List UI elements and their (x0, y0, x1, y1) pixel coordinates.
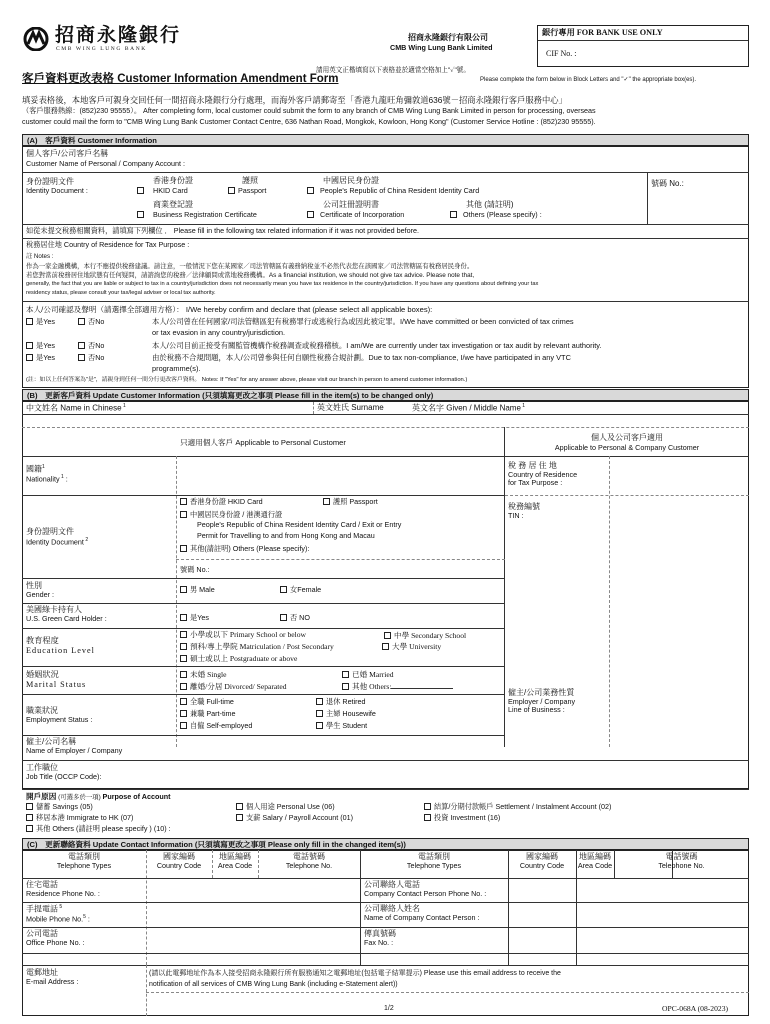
green-card-label: 美國綠卡持有人 U.S. Green Card Holder : (26, 605, 107, 623)
female-checkbox[interactable] (280, 586, 287, 593)
q2-no[interactable]: 否No (78, 342, 104, 351)
green-yes-option[interactable]: 是Yes (180, 614, 209, 623)
email-note-2: notification of all services of CMB Wing Lung Bank (including e-Statement alert)) (149, 981, 398, 988)
purpose-others-option[interactable]: 其他 Others (請註明 please specify ) (10) : (26, 825, 171, 834)
purpose-immigrate-checkbox[interactable] (26, 814, 33, 821)
purpose-immigrate-option[interactable]: 移居本港 Immigrate to HK (07) (26, 814, 133, 823)
student-option[interactable]: 學生 Student (316, 722, 367, 731)
cc-header: 國家編碼 Country Code (156, 852, 202, 870)
id-doc-cn: 身份證明文件 (26, 177, 74, 186)
ac-header: 地區編碼 Area Code (217, 852, 253, 870)
purpose-salary-checkbox[interactable] (236, 814, 243, 821)
q1-no-checkbox[interactable] (78, 318, 85, 325)
br-option[interactable]: Business Registration Certificate (137, 211, 257, 220)
q1-no[interactable]: 否No (78, 318, 104, 327)
email-field[interactable]: 電郵地址 E-mail Address : (26, 968, 79, 986)
notes-label: 註 Notes : (26, 253, 54, 260)
declaration-text: 本人/公司確認及聲明（請選擇全部適用方格）： I/We hereby confirm and declare that (please select all applicable boxes): (26, 305, 433, 314)
mainland-option[interactable]: 中國居民身份證 / 港澳通行證 (180, 511, 282, 520)
block-letters-note-en: Please complete the form below in Block Letters and "✓" the appropriate box(es). (480, 77, 697, 83)
education-label: 教育程度 Education Level (26, 636, 95, 655)
purpose-settlement-option[interactable]: 結算/分期付款帳戶 Settlement / Instalment Account (02) (424, 803, 611, 812)
others-option[interactable]: Others (Please specify) : (450, 211, 542, 220)
q3-no[interactable]: 否No (78, 354, 104, 363)
selfemployed-option[interactable]: 自僱 Self-employed (180, 722, 252, 731)
edu-primary-option[interactable]: 小學或以下 Primary School or below (180, 630, 306, 639)
fulltime-checkbox[interactable] (180, 698, 187, 705)
both-header-cn: 個人及公司客戶適用 (591, 433, 663, 442)
edu-postgrad-checkbox[interactable] (180, 655, 187, 662)
others-cn: 其他 (請註明) (466, 200, 514, 209)
cif-label[interactable]: CIF No. : (546, 49, 577, 58)
edu-matric-checkbox[interactable] (180, 643, 187, 650)
id-doc-en: Identity Document : (26, 186, 88, 195)
hkid-option[interactable]: HKID Card (137, 187, 188, 196)
others-checkbox[interactable] (450, 211, 457, 218)
residence-phone-field[interactable]: 住宅電話 Residence Phone No. : (26, 880, 100, 898)
tax-residence-label: 稅 務 居 住 地 Country of Residence for Tax Purpose : (508, 461, 578, 488)
q2-yes-checkbox[interactable] (26, 342, 33, 349)
marital-others-checkbox[interactable] (342, 683, 349, 690)
passport-option[interactable]: Passport (228, 187, 266, 196)
tin-field[interactable]: 稅務編號 TIN : (508, 502, 540, 520)
fax-field[interactable]: 傳真號碼 Fax No. : (364, 929, 396, 947)
bank-logo (23, 26, 223, 56)
id-number-field[interactable]: 號碼 No.: (651, 179, 684, 188)
tax-note-1: 作為一家金融機構，本行不應提供稅務建議。請注意，一般情況下您在某國家／司法管轄區有義務納稅並不必然代表您在該國家／司法管轄區有稅務居民身份。 (26, 263, 474, 270)
retired-option[interactable]: 退休 Retired (316, 698, 366, 707)
cc-header-2: 國家編碼 Country Code (519, 852, 565, 870)
q3-text: 由於稅務不合規問題，本人/公司曾參與任何自願性稅務合規計劃。Due to tax non-compliance, I/we have participated in any VTC (152, 353, 571, 362)
married-checkbox[interactable] (342, 671, 349, 678)
block-letters-note-cn: 請用英文正楷填寫以下表格並於適當空格加上"✓"號。 (316, 67, 470, 74)
selfemployed-checkbox[interactable] (180, 722, 187, 729)
edu-secondary-option[interactable]: 中學 Secondary School (384, 631, 466, 640)
q1-yes-checkbox[interactable] (26, 318, 33, 325)
hkid-b-checkbox[interactable] (180, 498, 187, 505)
customer-name-field[interactable]: Customer Name of Personal / Company Account : (26, 159, 185, 168)
ph-type-header-2: 電話類別 Telephone Types (406, 852, 462, 870)
coi-cn: 公司註冊證明書 (323, 200, 379, 209)
contact-person-phone-field[interactable]: 公司聯絡人電話 Company Contact Person Phone No. : (364, 880, 487, 898)
green-no-option[interactable]: 否 NO (280, 614, 310, 623)
passport-checkbox[interactable] (228, 187, 235, 194)
q1-text-2: or tax evasion in any country/jurisdiction. (152, 328, 286, 337)
prc-cn: 中國居民身份證 (323, 176, 379, 185)
purpose-investment-option[interactable]: 投資 Investment (16) (424, 814, 500, 823)
section-b-header: (B) 更新客戶資料 Update Customer Information (只須填寫更改之事項 Please fill in the item(s) to be changed only) (22, 389, 749, 401)
email-note-1: (請以此電郵地址作為本人接受招商永隆銀行所有服務通知之電郵地址(包括電子結單提示) Please use this email address to receive the (149, 970, 561, 977)
edu-university-checkbox[interactable] (382, 643, 389, 650)
green-no-checkbox[interactable] (280, 614, 287, 621)
purpose-savings-option[interactable]: 儲蓄 Savings (05) (26, 803, 93, 812)
tax-country-field[interactable]: 稅務居住地 Country of Residence for Tax Purpose : (26, 240, 190, 249)
tax-info-note: 如從未提交稅務相關資料，請填寫下列欄位 ． Please fill in the following tax related information if it was not provided before. (26, 226, 420, 235)
bank-use-box (537, 25, 749, 67)
bank-logo-icon (23, 27, 49, 51)
ph-type-header: 電話類別 Telephone Types (56, 852, 112, 870)
q3-yes[interactable]: 是Yes (26, 354, 55, 363)
student-checkbox[interactable] (316, 722, 323, 729)
customer-name-cn: 個人客戶/公司客戶名稱 (26, 149, 109, 158)
tax-note-2: 若您對當前稅務居住地狀態有任何疑問，請諮詢您的稅務／法律顧問或當地稅務機構。As a financial institution, we should not give tax advice. Please note that, (26, 272, 475, 279)
surname-field[interactable]: 英文姓氏 Surname (317, 403, 384, 412)
tax-note-4: residency status, please consult your tax/legal adviser or local tax authority. (26, 290, 216, 296)
employment-label: 職業狀況 Employment Status : (26, 706, 93, 724)
form-code-visible: OPC-068A (08-2023) (662, 1004, 729, 1013)
housewife-checkbox[interactable] (316, 710, 323, 717)
prc-option[interactable]: People's Republic of China Resident Identity Card (307, 187, 479, 196)
parttime-checkbox[interactable] (180, 710, 187, 717)
hkid-checkbox[interactable] (137, 187, 144, 194)
passport-b-option[interactable]: 護照 Passport (323, 498, 378, 507)
q1-text: 本人/公司曾在任何國家/司法管轄區犯有稅務罪行或逃稅行為或因此被定罪。I/We have committed or been convicted of tax crimes (152, 317, 574, 326)
purpose-personal-option[interactable]: 個人用途 Personal Use (06) (236, 803, 335, 812)
edu-secondary-checkbox[interactable] (384, 632, 391, 639)
q2-text: 本人/公司目前正接受有關監管機構作稅務調查或稅務稽核。I am/We are currently under tax investigation or tax audit by relevant authority. (152, 341, 602, 350)
passport-cn: 護照 (242, 176, 258, 185)
office-phone-field[interactable]: 公司電話 Office Phone No. : (26, 929, 85, 947)
purpose-investment-checkbox[interactable] (424, 814, 431, 821)
passport-b-checkbox[interactable] (323, 498, 330, 505)
employer-name-field[interactable]: 僱主/公司名稱 Name of Employer / Company (26, 737, 123, 755)
mobile-phone-field[interactable]: 手提電話 $^5$ Mobile Phone No.$^5$ : (26, 904, 90, 924)
purpose-salary-option[interactable]: 支薪 Salary / Payroll Account (01) (236, 814, 353, 823)
bank-name-en: CMB WING LUNG BANK (56, 46, 147, 52)
female-option[interactable]: 女Female (280, 586, 321, 595)
page-number-visible: 1/2 (384, 1005, 394, 1012)
retired-checkbox[interactable] (316, 698, 323, 705)
prc-checkbox[interactable] (307, 187, 314, 194)
purpose-settlement-checkbox[interactable] (424, 803, 431, 810)
parttime-option[interactable]: 兼職 Part-time (180, 710, 236, 719)
nationality-field[interactable]: 國籍$^1$ Nationality $^1$ : (26, 464, 68, 484)
purpose-title: 開戶原因 (可選多於一項) Purpose of Account (26, 792, 171, 801)
married-option[interactable]: 已婚 Married (342, 670, 394, 679)
q2-no-checkbox[interactable] (78, 342, 85, 349)
q3-yes-checkbox[interactable] (26, 354, 33, 361)
purpose-others-checkbox[interactable] (26, 825, 33, 832)
single-option[interactable]: 未婚 Single (180, 670, 227, 679)
both-header-en: Applicable to Personal & Company Customer (554, 443, 700, 452)
fulltime-option[interactable]: 全職 Full-time (180, 698, 234, 707)
tn-header-2: 電話號碼 Telephone No. (658, 852, 705, 870)
single-checkbox[interactable] (180, 671, 187, 678)
edu-postgrad-option[interactable]: 碩士或以上 Postgraduate or above (180, 654, 297, 663)
form-title: 客戶資料更改表格 Customer Information Amendment Form (22, 73, 339, 85)
male-checkbox[interactable] (180, 586, 187, 593)
coi-option[interactable]: Certificate of Incorporation (307, 211, 404, 220)
housewife-option[interactable]: 主婦 Housewife (316, 710, 376, 719)
coi-checkbox[interactable] (307, 211, 314, 218)
business-line-field[interactable]: 僱主/公司業務性質 Employer / Company Line of Business : (508, 688, 576, 715)
mainland-en-2: Permit for Travelling to and from Hong Kong and Macau (197, 531, 375, 540)
edu-university-option[interactable]: 大學 University (382, 642, 441, 651)
id-number-b-field[interactable]: 號碼 No.: (180, 565, 210, 574)
purpose-savings-checkbox[interactable] (26, 803, 33, 810)
divorced-checkbox[interactable] (180, 683, 187, 690)
mainland-en-1: People's Republic of China Resident Identity Card / Exit or Entry (197, 520, 402, 529)
company-name-cn: 招商永隆銀行有限公司 (408, 33, 488, 42)
hkid-cn: 香港身份證 (153, 176, 193, 185)
br-checkbox[interactable] (137, 211, 144, 218)
bank-name-cn: 招商永隆銀行 (55, 25, 182, 46)
divorced-option[interactable]: 離婚/分居 Divorced/ Separated (180, 682, 287, 691)
tax-note-3: generally, the fact that you are liable or subject to tax in a country/jurisdiction does not necessarily mean you have tax residence in the country/jurisdiction. If you have any questions about defining your tax (26, 281, 539, 287)
green-yes-checkbox[interactable] (180, 614, 187, 621)
intro-cn: 填妥表格後，本地客戶可親身交回任何一間招商永隆銀行分行處理，而海外客戶請郵寄至「香港九龍旺角彌敦道636號－招商永隆銀行客戶服務中心」 (22, 95, 567, 105)
q3-text-2: programme(s). (152, 364, 201, 373)
others-b-checkbox[interactable] (180, 545, 187, 552)
tn-header: 電話號碼 Telephone No. (285, 852, 333, 870)
bank-use-label: 銀行專用 FOR BANK USE ONLY (542, 28, 663, 37)
personal-only-header: 只適用個人客戶 Applicable to Personal Customer (180, 438, 346, 447)
intro-en-2: customer could mail the form to "CMB Wing Lung Bank Customer Contact Centre, 636 Nathan Road, Mongkok, Kowloon, Hong Kong" (Customer Service Hotline : (852)230 95555). (22, 117, 596, 126)
contact-person-name-field[interactable]: 公司聯絡人姓名 Name of Company Contact Person : (364, 904, 480, 922)
q1-yes[interactable]: 是Yes (26, 318, 55, 327)
marital-others-option[interactable]: 其他 Others: (342, 682, 453, 691)
br-cn: 商業登記證 (153, 200, 193, 209)
intro-en-1: （客戶服務熱線：(852)230 95555）。 After completing form, local customer could submit the form to any branch of CMB Wing Lung Bank Limited in person for processing, overseas (22, 106, 596, 115)
marital-label: 婚姻狀況 Marital Status (26, 670, 87, 689)
ac-header-2: 地區編碼 Area Code (577, 852, 613, 870)
chinese-name-field[interactable]: 中文姓名 Name in Chinese $^1$ (26, 403, 126, 413)
tax-remark: (註：如以上任何答案為"是"，請親身到任何一間分行更改客戶資料。 Notes: If "Yes" for any answer above, please visit our branch in person to amend customer information.) (26, 377, 468, 383)
male-option[interactable]: 男 Male (180, 586, 215, 595)
identity-doc-b-label: 身份證明文件 Identity Document $^2$ (26, 527, 89, 547)
job-title-field[interactable]: 工作職位 Job Title (OCCP Code): (26, 763, 102, 781)
q3-no-checkbox[interactable] (78, 354, 85, 361)
purpose-personal-checkbox[interactable] (236, 803, 243, 810)
q2-yes[interactable]: 是Yes (26, 342, 55, 351)
others-b-option[interactable]: 其他(請註明) Others (Please specify): (180, 545, 309, 554)
section-b-box (22, 401, 749, 789)
given-name-field[interactable]: 英文名字 Given / Middle Name $^1$ (412, 403, 526, 413)
hkid-b-option[interactable]: 香港身份證 HKID Card (180, 498, 263, 507)
section-a-header: (A) 客戶資料 Customer Information (22, 134, 749, 146)
edu-primary-checkbox[interactable] (180, 631, 187, 638)
company-name-en: CMB Wing Lung Bank Limited (390, 43, 493, 52)
edu-matric-option[interactable]: 預科/專上學院 Matriculation / Post Secondary (180, 642, 334, 651)
mainland-checkbox[interactable] (180, 511, 187, 518)
section-c-header: (C) 更新聯絡資料 Update Contact Information (只須填寫更改之事項 Please only fill in the changed item(s)) (22, 838, 749, 850)
gender-label: 性別 Gender : (26, 581, 54, 599)
